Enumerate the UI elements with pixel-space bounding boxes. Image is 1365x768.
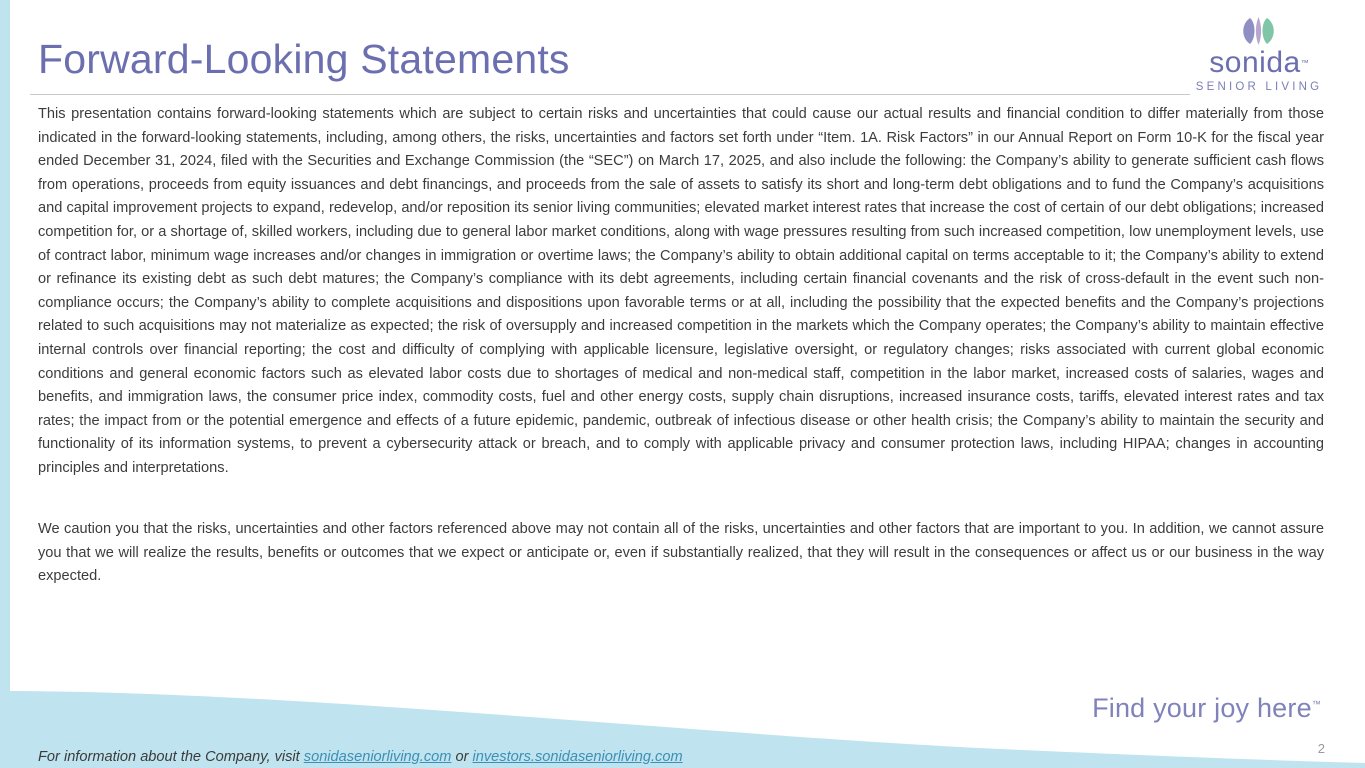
title-divider <box>30 94 1190 95</box>
logo-wordmark <box>1189 48 1329 78</box>
footer-note-prefix: For information about the Company, visit <box>38 749 304 765</box>
disclaimer-paragraph-1: This presentation contains forward-looking statements which are subject to certain risks and uncertainties that could cause our actual results and financial condition to differ materially from those indicated in the forward-looking statements, including, among others, the risks, uncertainties and factors set forth under “Item. 1A. Risk Factors” in our Annual Report on Form 10-K for the fiscal year ended December 31, 2024, filed with the Securities and Exchange Commission (the “SEC”) on March 17, 2025, and also include the following: the Company’s ability to generate sufficient cash flows from operations, proceeds from equity issuances and debt financings, and proceeds from the sale of assets to satisfy its short and long-term debt obligations and to fund the Company’s acquisitions and capital improvement projects to expand, redevelop, and/or reposition its senior living communities; elevated market interest rates that increase the cost of certain of our debt obligations; increased competition for, or a shortage of, skilled workers, including due to general labor market conditions, along with wage pressures resulting from such increased competition, low unemployment levels, use of contract labor, minimum wage increases and/or changes in immigration or overtime laws; the Company’s ability to obtain additional capital on terms acceptable to it; the Company’s ability to extend or refinance its existing debt as such debt matures; the Company’s compliance with its debt agreements, including certain financial covenants and the risk of cross-default in the event such non-compliance occurs; the Company’s ability to complete acquisitions and dispositions upon favorable terms or at all, including the possibility that the expected benefits and the Company’s projections related to such acquisitions may not materialize as expected; the risk of oversupply and increased competition in the markets which the Company operates; the Company’s ability to maintain effective internal controls over financial reporting; the cost and difficulty of complying with applicable licensure, legislative oversight, or regulatory changes; risks associated with current global economic conditions and general economic factors such as elevated labor costs due to shortages of medical and non-medical staff, competition in the labor market, increased costs of salaries, wages and benefits, and immigration laws, the consumer price index, commodity costs, fuel and other energy costs, supply chain disruptions, increased insurance costs, tariffs, elevated interest rates and tax rates; the impact from or the potential emergence and effects of a future epidemic, pandemic, outbreak of infectious disease or other health crisis; the Company’s ability to maintain the security and functionality of its information systems, to prevent a cybersecurity attack or breach, and to comply with applicable privacy and consumer protection laws, including HIPAA; changes in accounting principles and interpretations. <box>38 106 1324 476</box>
logo-trademark: ™ <box>1300 58 1309 68</box>
logo-word-text: sonida <box>1209 46 1301 79</box>
link-sonidaseniorliving[interactable]: sonidaseniorliving.com <box>303 749 452 765</box>
footer-note <box>38 749 683 765</box>
tagline-text: Find your joy here <box>1092 693 1312 723</box>
footer-note-middle: or <box>451 749 473 765</box>
tagline-trademark: ™ <box>1311 699 1321 709</box>
link-investors-sonidaseniorliving[interactable]: investors.sonidaseniorliving.com <box>472 749 683 765</box>
page-title: Forward-Looking Statements <box>38 36 570 82</box>
left-accent-bar <box>0 0 10 768</box>
butterfly-leaf-icon <box>1237 16 1281 46</box>
logo-subtitle: SENIOR LIVING <box>1195 81 1323 93</box>
disclaimer-paragraph-2: We caution you that the risks, uncertainties and other factors referenced above may not contain all of the risks, uncertainties and other factors that are important to you. In addition, we cannot assure you that we will realize the results, benefits or outcomes that we expect or anticipate or, even if substantially realized, that they will result in the consequences or affect us or our business in the way expected. <box>38 521 1324 585</box>
company-logo <box>1189 16 1329 94</box>
tagline <box>1092 693 1321 724</box>
page-number: 2 <box>1317 741 1325 756</box>
